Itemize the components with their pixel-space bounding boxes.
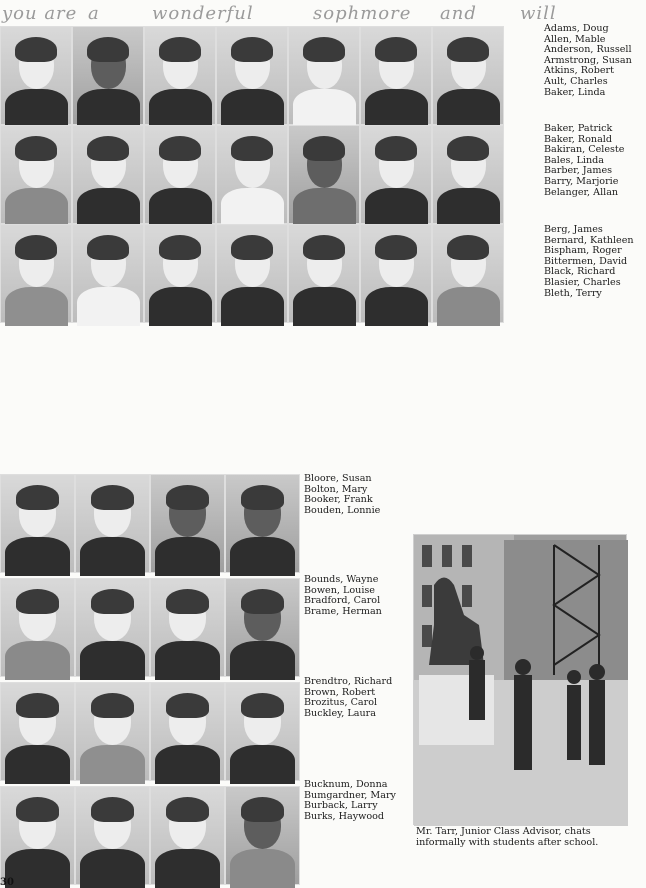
student-name: Bradford, Carol bbox=[304, 595, 381, 607]
portrait-row bbox=[0, 682, 300, 781]
student-portrait bbox=[75, 682, 150, 781]
student-name: Belanger, Allan bbox=[544, 186, 619, 198]
portrait-grid-bottom bbox=[0, 474, 300, 885]
student-portrait bbox=[288, 26, 360, 125]
student-portrait bbox=[432, 125, 504, 224]
student-portrait bbox=[216, 125, 288, 224]
student-name: Brozitus, Carol bbox=[304, 697, 378, 709]
student-portrait bbox=[0, 125, 72, 224]
student-name: Ault, Charles bbox=[544, 75, 608, 87]
student-name: Baker, Patrick bbox=[544, 123, 613, 134]
student-portrait bbox=[150, 474, 225, 573]
student-name: Bispham, Roger bbox=[544, 245, 622, 257]
inscription-word: wonderful bbox=[152, 3, 254, 24]
student-name: Bernard, Kathleen bbox=[544, 234, 634, 246]
student-name: Barry, Marjorie bbox=[544, 175, 619, 187]
student-portrait bbox=[75, 474, 150, 573]
student-portrait bbox=[432, 26, 504, 125]
student-portrait bbox=[360, 224, 432, 323]
student-name: Adams, Doug bbox=[544, 23, 609, 34]
student-name: Bucknum, Donna bbox=[304, 779, 388, 790]
page-number: 30 bbox=[0, 877, 14, 888]
student-portrait bbox=[0, 578, 75, 677]
student-portrait bbox=[150, 578, 225, 677]
name-list bbox=[544, 24, 632, 98]
student-portrait bbox=[144, 26, 216, 125]
student-name: Bakiran, Celeste bbox=[544, 144, 625, 156]
student-name: Bloore, Susan bbox=[304, 473, 372, 484]
student-portrait bbox=[216, 26, 288, 125]
student-name: Baker, Ronald bbox=[544, 133, 612, 145]
student-portrait bbox=[0, 786, 75, 885]
student-portrait bbox=[150, 682, 225, 781]
name-list bbox=[304, 575, 382, 617]
student-portrait bbox=[0, 26, 72, 125]
student-name: Berg, James bbox=[544, 224, 603, 235]
student-portrait bbox=[144, 224, 216, 323]
student-name: Booker, Frank bbox=[304, 494, 373, 506]
student-name: Bales, Linda bbox=[544, 154, 605, 166]
student-name: Baker, Linda bbox=[544, 86, 606, 98]
student-portrait bbox=[288, 125, 360, 224]
portrait-row bbox=[0, 578, 300, 677]
student-name: Bowen, Louise bbox=[304, 584, 375, 596]
student-portrait bbox=[75, 786, 150, 885]
student-name: Burks, Haywood bbox=[304, 810, 385, 822]
student-portrait bbox=[225, 474, 300, 573]
candid-photo bbox=[413, 534, 627, 825]
student-name: Atkins, Robert bbox=[544, 65, 614, 77]
student-portrait bbox=[150, 786, 225, 885]
student-name: Blasier, Charles bbox=[544, 276, 621, 288]
student-portrait bbox=[72, 26, 144, 125]
student-name: Brendtro, Richard bbox=[304, 676, 393, 687]
student-name: Barber, James bbox=[544, 165, 613, 177]
student-portrait bbox=[0, 474, 75, 573]
name-list bbox=[544, 124, 624, 198]
student-name: Allen, Mable bbox=[544, 33, 606, 45]
student-name: Anderson, Russell bbox=[544, 44, 632, 56]
student-portrait bbox=[72, 224, 144, 323]
inscription-word: and bbox=[440, 3, 477, 24]
photo-caption: Mr. Tarr, Junior Class Advisor, chats informally with students after school. bbox=[416, 826, 599, 848]
student-portrait bbox=[216, 224, 288, 323]
inscription-word: will bbox=[520, 3, 557, 24]
portrait-row bbox=[0, 786, 300, 885]
student-name: Bleth, Terry bbox=[544, 287, 602, 299]
portrait-row bbox=[0, 125, 504, 224]
student-portrait bbox=[225, 786, 300, 885]
student-name: Brown, Robert bbox=[304, 686, 376, 698]
student-name: Burback, Larry bbox=[304, 800, 378, 812]
student-portrait bbox=[72, 125, 144, 224]
student-portrait bbox=[288, 224, 360, 323]
student-portrait bbox=[0, 224, 72, 323]
student-portrait bbox=[432, 224, 504, 323]
name-list bbox=[544, 225, 634, 299]
student-name: Bittermen, David bbox=[544, 255, 628, 267]
name-list bbox=[304, 677, 392, 719]
handwritten-inscription bbox=[0, 0, 557, 26]
student-portrait bbox=[75, 578, 150, 677]
candid-scene bbox=[414, 535, 628, 826]
student-portrait bbox=[225, 578, 300, 677]
student-name: Bumgardner, Mary bbox=[304, 789, 396, 801]
student-name: Brame, Herman bbox=[304, 605, 382, 617]
inscription-word: you are bbox=[2, 3, 78, 24]
inscription-word: a bbox=[88, 3, 100, 24]
portrait-row bbox=[0, 26, 504, 125]
student-name: Bouden, Lonnie bbox=[304, 504, 381, 516]
portrait-row bbox=[0, 224, 504, 323]
student-portrait bbox=[0, 682, 75, 781]
inscription-word: sophmore bbox=[313, 3, 412, 24]
student-portrait bbox=[225, 682, 300, 781]
student-name: Bounds, Wayne bbox=[304, 574, 379, 585]
portrait-grid-top bbox=[0, 26, 504, 323]
student-name: Armstrong, Susan bbox=[544, 54, 632, 66]
name-list bbox=[304, 474, 380, 516]
student-name: Black, Richard bbox=[544, 266, 616, 278]
student-name: Buckley, Laura bbox=[304, 707, 376, 719]
student-portrait bbox=[360, 26, 432, 125]
name-list bbox=[304, 780, 396, 822]
portrait-row bbox=[0, 474, 300, 573]
student-name: Bolton, Mary bbox=[304, 483, 368, 495]
student-portrait bbox=[144, 125, 216, 224]
student-portrait bbox=[360, 125, 432, 224]
